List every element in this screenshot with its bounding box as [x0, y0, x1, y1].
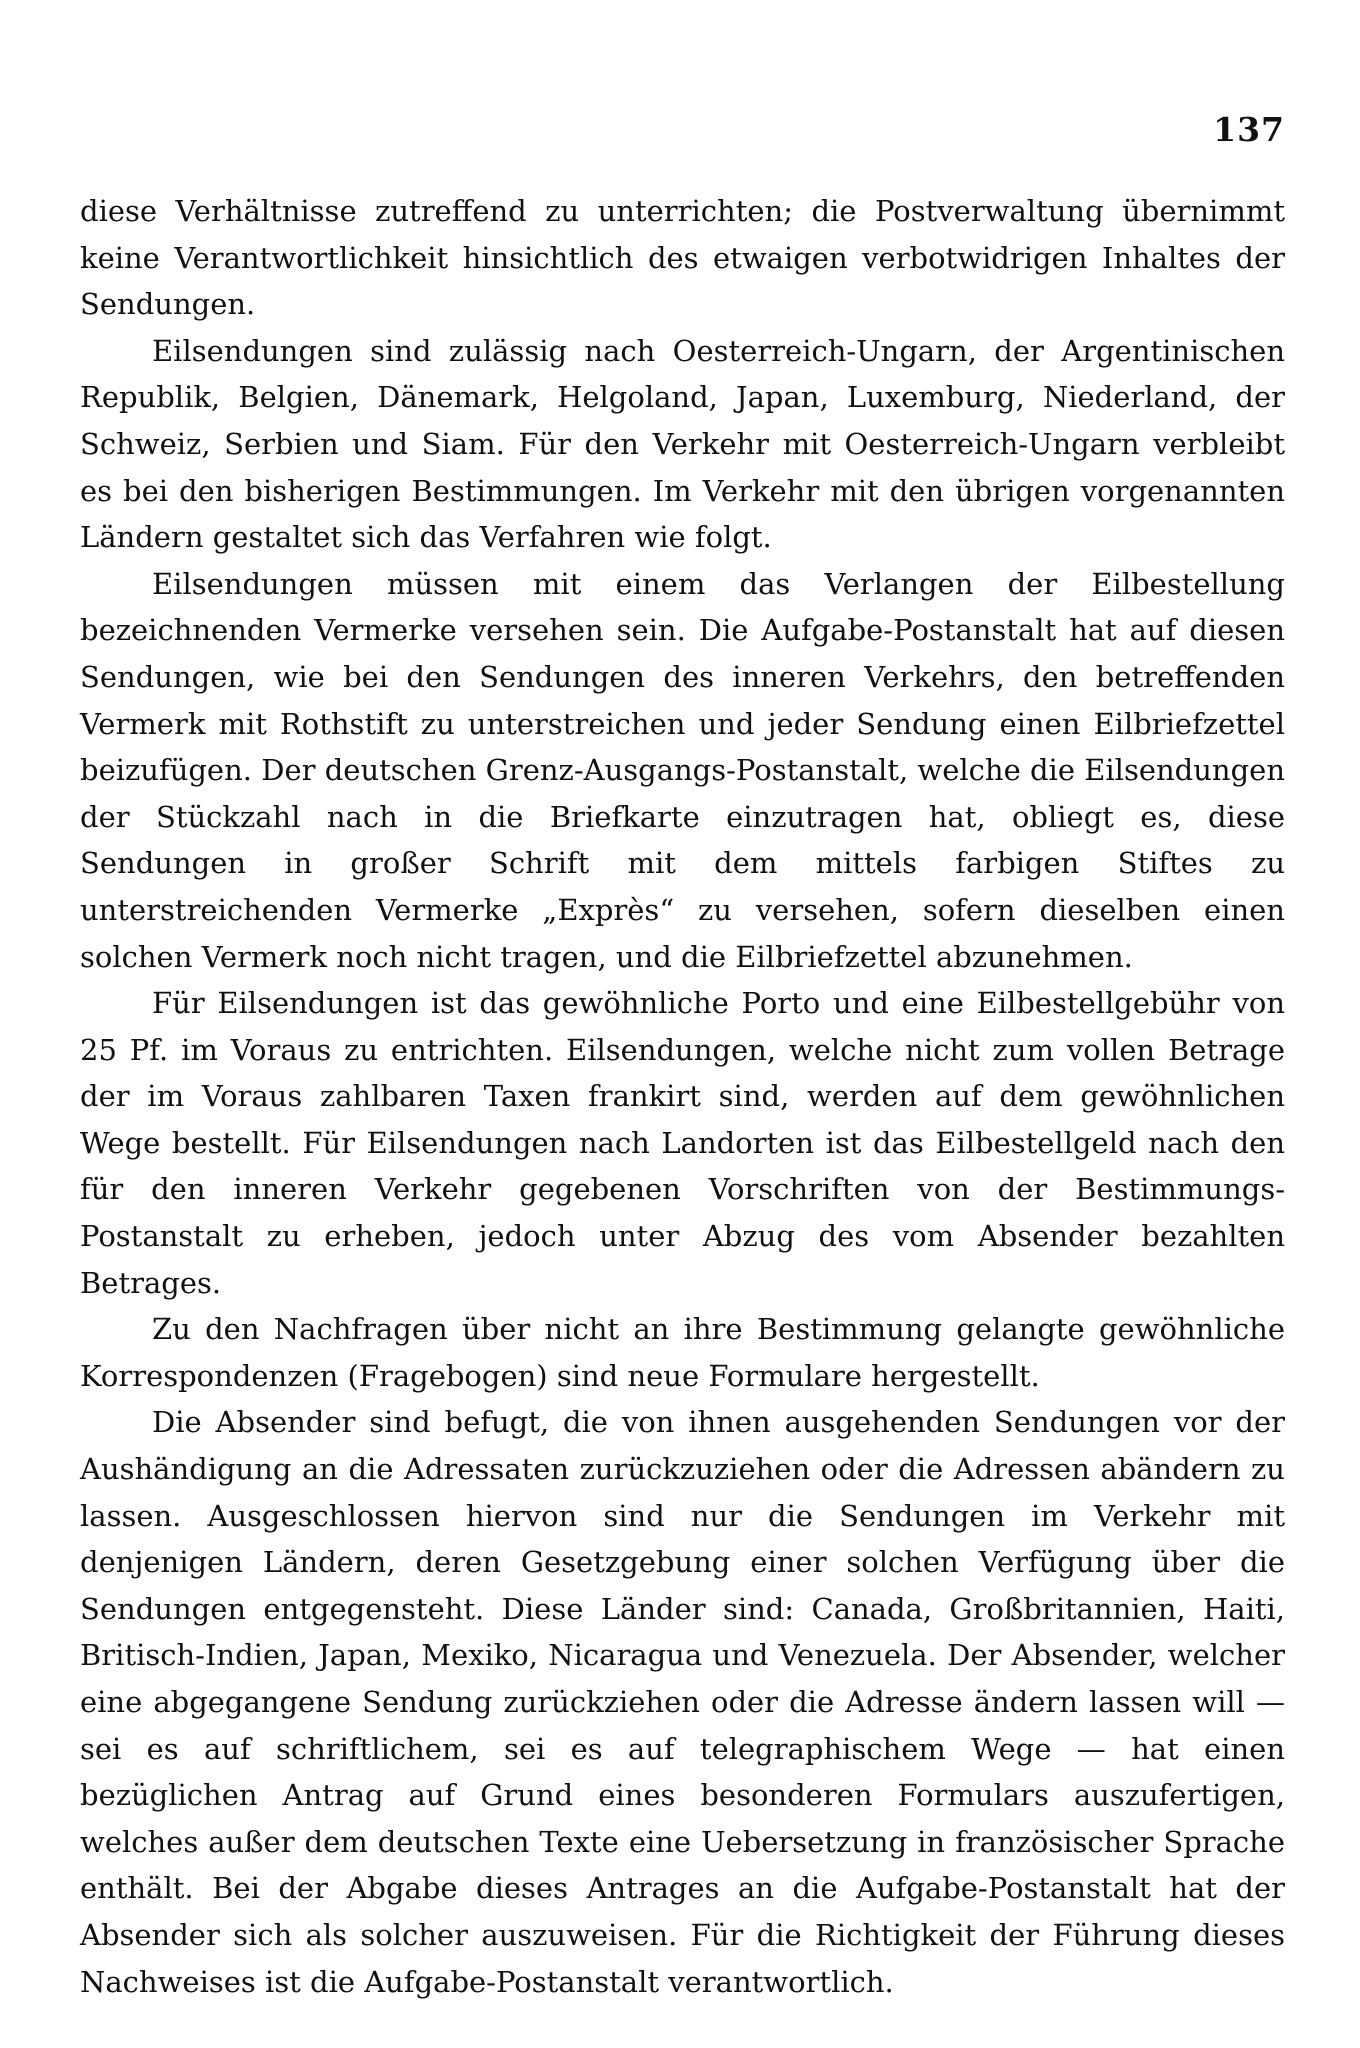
body-text: [80, 188, 1285, 2005]
paragraph-eilsendungen-procedure: Eilsendungen müssen mit einem das Verlangen der Eilbestellung bezeichnenden Vermerke versehen sein. Die Aufgabe-Postanstalt hat auf diesen Sendungen, wie bei den Sendungen des inneren Verkehrs, den betreffenden Vermerk mit Rothstift zu unterstreichen und jeder Sendung einen Eilbriefzettel beizufügen. Der deutschen Grenz-Ausgangs-Postanstalt, welche die Eilsendungen der Stückzahl nach in die Briefkarte einzutragen hat, obliegt es, diese Sendungen in großer Schrift mit dem mittels farbigen Stiftes zu unterstreichenden Vermerke „Exprès“ zu versehen, sofern dieselben einen solchen Vermerk noch nicht tragen, und die Eilbriefzettel abzunehmen.: [80, 566, 1285, 974]
paragraph-nachfragen: Zu den Nachfragen über nicht an ihre Bestimmung gelangte gewöhnliche Korrespondenzen (Fragebogen) sind neue Formulare hergestellt.: [80, 1312, 1285, 1393]
paragraph-continuation: diese Verhältnisse zutreffend zu unterrichten; die Postverwaltung übernimmt keine Verantwortlichkeit hinsichtlich des etwaigen verbotwidrigen Inhaltes der Sendungen.: [80, 194, 1285, 322]
paragraph-eilsendungen-fees: Für Eilsendungen ist das gewöhnliche Porto und eine Eilbestellgebühr von 25 Pf. im Voraus zu entrichten. Eilsendungen, welche nicht zum vollen Betrage der im Voraus zahlbaren Taxen frankirt sind, werden auf dem gewöhnlichen Wege bestellt. Für Eilsendungen nach Landorten ist das Eilbestellgeld nach den für den inneren Verkehr gegebenen Vorschriften von der Bestimmungs-Postanstalt zu erheben, jedoch unter Abzug des vom Absender bezahlten Betrages.: [80, 986, 1285, 1300]
paragraph-absender-rights: Die Absender sind befugt, die von ihnen ausgehenden Sendungen vor der Aushändigung an die Adressaten zurückzuziehen oder die Adressen abändern zu lassen. Ausgeschlossen hiervon sind nur die Sendungen im Verkehr mit denjenigen Ländern, deren Gesetzgebung einer solchen Verfügung über die Sendungen entgegensteht. Diese Länder sind: Canada, Großbritannien, Haiti, Britisch-Indien, Japan, Mexiko, Nicaragua und Venezuela. Der Absender, welcher eine abgegangene Sendung zurückziehen oder die Adresse ändern lassen will — sei es auf schriftlichem, sei es auf telegraphischem Wege — hat einen bezüglichen Antrag auf Grund eines besonderen Formulars auszufertigen, welches außer dem deutschen Texte eine Uebersetzung in französischer Sprache enthält. Bei der Abgabe dieses Antrages an die Aufgabe-Postanstalt hat der Absender sich als solcher auszuweisen. Für die Richtigkeit der Führung dieses Nachweises ist die Aufgabe-Postanstalt verantwortlich.: [80, 1405, 1285, 1999]
paragraph-eilsendungen-countries: Eilsendungen sind zulässig nach Oesterreich-Ungarn, der Argentinischen Republik, Belgien, Dänemark, Helgoland, Japan, Luxemburg, Niederland, der Schweiz, Serbien und Siam. Für den Verkehr mit Oesterreich-Ungarn verbleibt es bei den bisherigen Bestimmungen. Im Verkehr mit den übrigen vorgenannten Ländern gestaltet sich das Verfahren wie folgt.: [80, 333, 1285, 555]
page-number: 137: [1213, 110, 1285, 149]
